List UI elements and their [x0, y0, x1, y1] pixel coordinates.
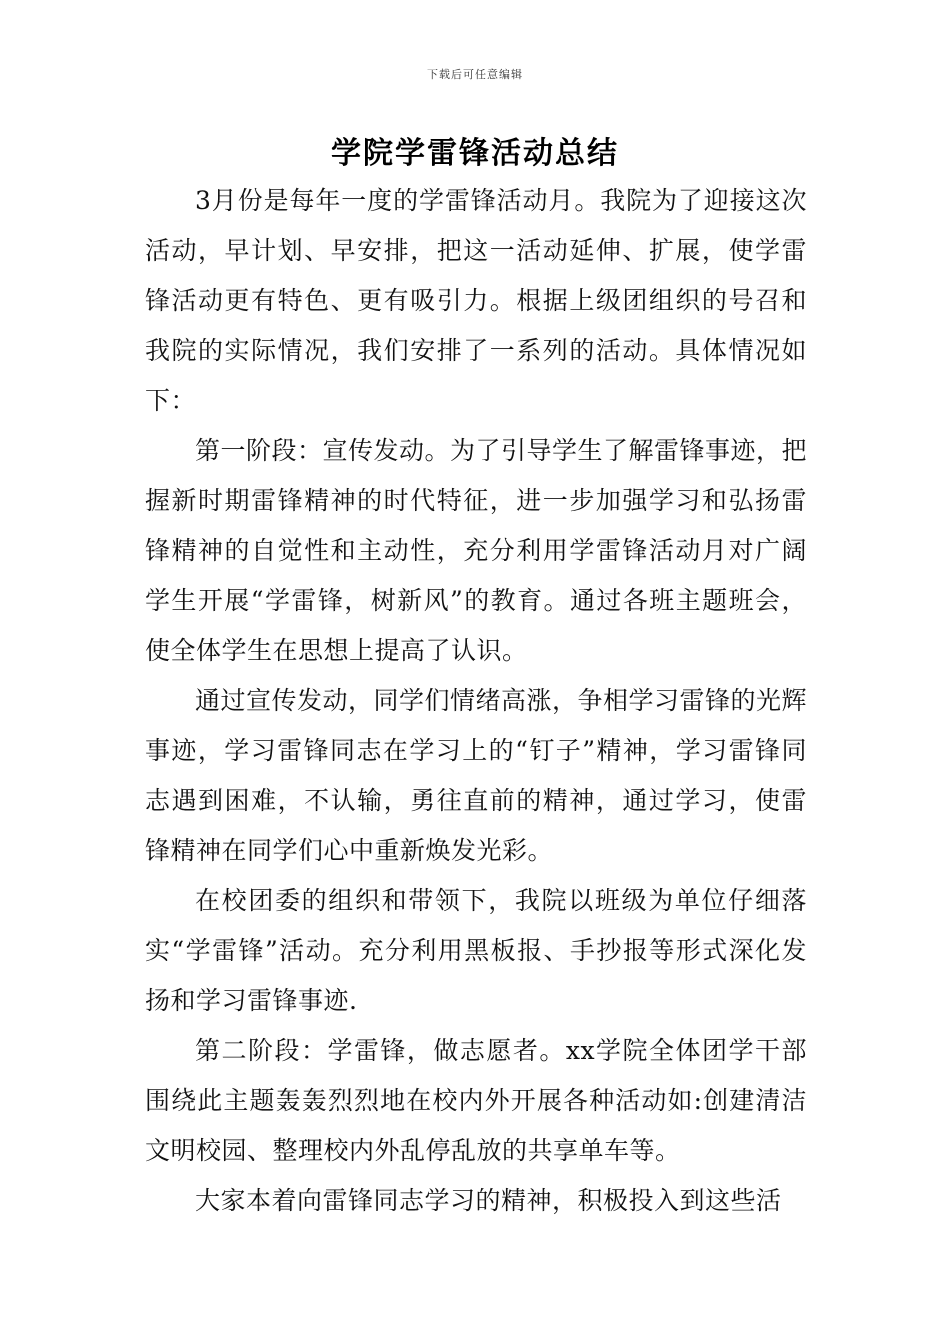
paragraph-intro: 3月份是每年一度的学雷锋活动月。我院为了迎接这次活动，早计划、早安排，把这一活动延伸、扩展，使学雷锋活动更有特色、更有吸引力。根据上级团组织的号召和我院的实际情况，我们安排了一系列的活动。具体情况如下：: [145, 186, 807, 415]
document-title: 学院学雷锋活动总结: [331, 136, 619, 171]
paragraph-stage-one-result: 通过宣传发动，同学们情绪高涨，争相学习雷锋的光辉事迹，学习雷锋同志在学习上的“钉子”精神，学习雷锋同志遇到困难，不认输，勇往直前的精神，通过学习，使雷锋精神在同学们心中重新焕发光彩。: [145, 686, 808, 865]
paragraph-stage-two-continued: 大家本着向雷锋同志学习的精神，积极投入到这些活: [195, 1186, 782, 1215]
document-body: [145, 176, 807, 1226]
paragraph-league-committee: 在校团委的组织和带领下，我院以班级为单位仔细落实“学雷锋”活动。充分利用黑板报、手抄报等形式深化发扬和学习雷锋事迹.: [145, 886, 807, 1015]
header-note: 下载后可任意编辑: [427, 68, 523, 81]
paragraph-stage-two: 第二阶段：学雷锋，做志愿者。xx学院全体团学干部围绕此主题轰轰烈烈地在校内外开展各种活动如:创建清洁文明校园、整理校内外乱停乱放的共享单车等。: [145, 1036, 807, 1165]
paragraph-stage-one: 第一阶段：宣传发动。为了引导学生了解雷锋事迹，把握新时期雷锋精神的时代特征，进一步加强学习和弘扬雷锋精神的自觉性和主动性，充分利用学雷锋活动月对广阔学生开展“学雷锋，树新风”的教育。通过各班主题班会，使全体学生在思想上提高了认识。: [145, 436, 808, 665]
